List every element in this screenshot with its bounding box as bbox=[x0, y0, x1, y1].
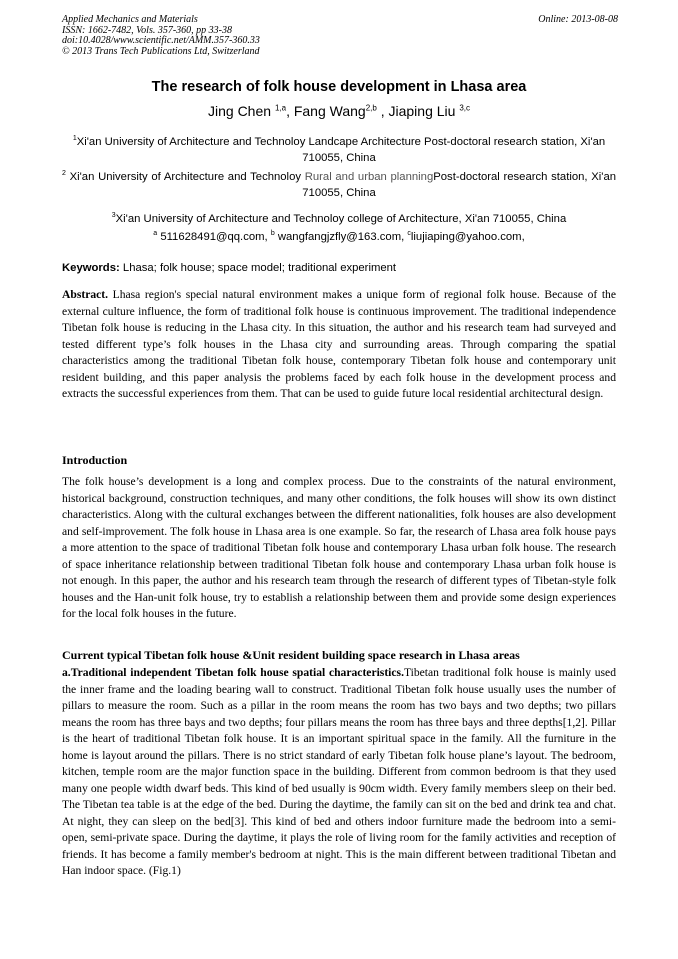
journal-name: Applied Mechanics and Materials bbox=[62, 14, 198, 25]
section-heading-current-typical: Current typical Tibetan folk house &Unit resident building space research in Lhasa areas bbox=[62, 648, 520, 662]
author-sup: 2,b bbox=[365, 103, 377, 113]
affiliation-text: Xi'an University of Architecture and Technoloy bbox=[69, 170, 305, 183]
copyright: © 2013 Trans Tech Publications Ltd, Switzerland bbox=[62, 45, 260, 57]
abstract-label: Abstract. bbox=[62, 288, 109, 301]
affiliation-text: Xi'an University of Architecture and Technoloy college of Architecture, Xi'an 710055, China bbox=[115, 212, 567, 225]
author-sup: 1,a bbox=[274, 103, 287, 113]
author-name: Fang Wang bbox=[293, 103, 366, 119]
affiliation-text: Post-doctoral research station, Xi'an 710055, China bbox=[302, 170, 617, 199]
subsection-text: Tibetan traditional folk house is mainly used the inner frame and the loading bearing wall to construct. Traditional Tibetan folk house usually uses the number of pillars to measure the room. Such as a pillar in the room means the room has two bays and two depths; two pillars means the room has three bays and two depths; four pillars means the room has three bays and three depths[1,2]. Pillar is the heart of traditional Tibetan folk house. It is an important spiritual space in the family. All the furniture in the home is layout around the pillars. There is no strict standard of early Tibetan folk house plane’s layout. The bedroom, kitchen, temple room are the major function space in the building. Different from common bedroom is that they used many one people width dwarf beds. This kind of bed usually is 90cm width. Every family members sleep on their bed. The Tibetan tea table is at the edge of the bed. During the daytime, the family can sit on the bed and drink tea and chat. At night, they can sleep on the bed[3]. This kind of bed and others indoor furniture made the bedroom into a semi-open, semi-private space. During the daytime, it plays the role of living room for the family activities and reception of friends. It has become a family member's bedroom at night. This is the main different between traditional Tibetan and Han indoor space. (Fig.1) bbox=[62, 666, 616, 877]
keywords-text: Lhasa; folk house; space model; traditional experiment bbox=[122, 262, 397, 274]
affiliation-text: Xi'an University of Architecture and Technoloy Landcape Architecture Post-doctoral research station, Xi'an 710055, China bbox=[76, 135, 606, 164]
page-header bbox=[62, 15, 618, 57]
issn: ISSN: 1662-7482, Vols. 357-360, pp 33-38 bbox=[62, 24, 232, 36]
affiliation-dept: Rural and urban planning bbox=[304, 170, 434, 183]
abstract bbox=[62, 287, 616, 403]
email-sup: b bbox=[270, 230, 275, 237]
email: liujiaping@yahoo.com, bbox=[410, 230, 525, 243]
section-body bbox=[62, 665, 616, 880]
email-sup: c bbox=[407, 230, 411, 237]
author-sup: 3,c bbox=[459, 103, 470, 113]
email-list bbox=[0, 230, 678, 243]
affiliation-1 bbox=[62, 131, 616, 166]
doi: doi:10.4028/www.scientific.net/AMM.357-360.33 bbox=[62, 35, 260, 46]
email: wangfangjzfly@163.com, bbox=[277, 230, 405, 243]
online-date: Online: 2013-08-08 bbox=[538, 14, 618, 25]
affiliation-sup: 3 bbox=[111, 212, 116, 219]
subsection-label: a.Traditional independent Tibetan folk house spatial characteristics. bbox=[62, 666, 404, 679]
affiliation-2 bbox=[62, 166, 616, 201]
paper-title: The research of folk house development in Lhasa area bbox=[151, 79, 527, 95]
abstract-text: Lhasa region's special natural environment makes a unique form of regional folk house. Because of the external culture influence, the form of traditional folk house is continuous improvement. The traditional independence Tibetan folk house is reducing in the Lhasa city. In this situation, the author and his research team had surveyed and tested different type’s folk houses in the Lhasa city and surrounding areas. Through comparing the spatial characteristics among the traditional Tibetan folk house, contemporary Tibetan folk house and contemporary unit resident building, and this paper analysis the problems faced by each folk house in the development process and extracts the successful experiences from them. That can be used to guide future local residential architectural design. bbox=[62, 288, 616, 400]
affiliation-sup: 1 bbox=[72, 135, 77, 142]
email-sup: a bbox=[153, 230, 158, 237]
author-name: Jiaping Liu bbox=[388, 103, 456, 119]
keywords bbox=[62, 262, 616, 274]
affiliation-sup: 2 bbox=[62, 170, 66, 177]
journal-info bbox=[62, 15, 618, 57]
email: 511628491@qq.com, bbox=[160, 230, 268, 243]
section-heading-introduction: Introduction bbox=[62, 453, 128, 467]
keywords-label: Keywords: bbox=[62, 262, 120, 274]
affiliation-3 bbox=[62, 208, 616, 227]
author-name: Jing Chen bbox=[208, 103, 272, 119]
author-list: Jing Chen $^{1,a}$, Fang Wang$^{2,b}$ , Jiaping Liu $^{3,c}$ bbox=[208, 103, 470, 119]
introduction-text: The folk house’s development is a long and complex process. Due to the constraints of the natural environment, historical background, construction techniques, and many other conditions, the folk houses will show its own distinct characteristics. Along with the cultural exchanges between the different nationalities, folk houses are also development and self-improvement. The folk house in Lhasa area is one example. So far, the research of Lhasa area folk house pays a more attention to the space of traditional Tibetan folk house and contemporary Lhasa urban folk house. The research of space inheritance relationship between traditional Tibetan folk house and contemporary Lhasa urban folk house is not enough. In this paper, the author and his research team through the research of different types of Tibetan-style folk houses and the Han-unit folk house, try to establish a relationship between them and provide some design experiences for the local folk houses in the future. bbox=[62, 475, 616, 620]
